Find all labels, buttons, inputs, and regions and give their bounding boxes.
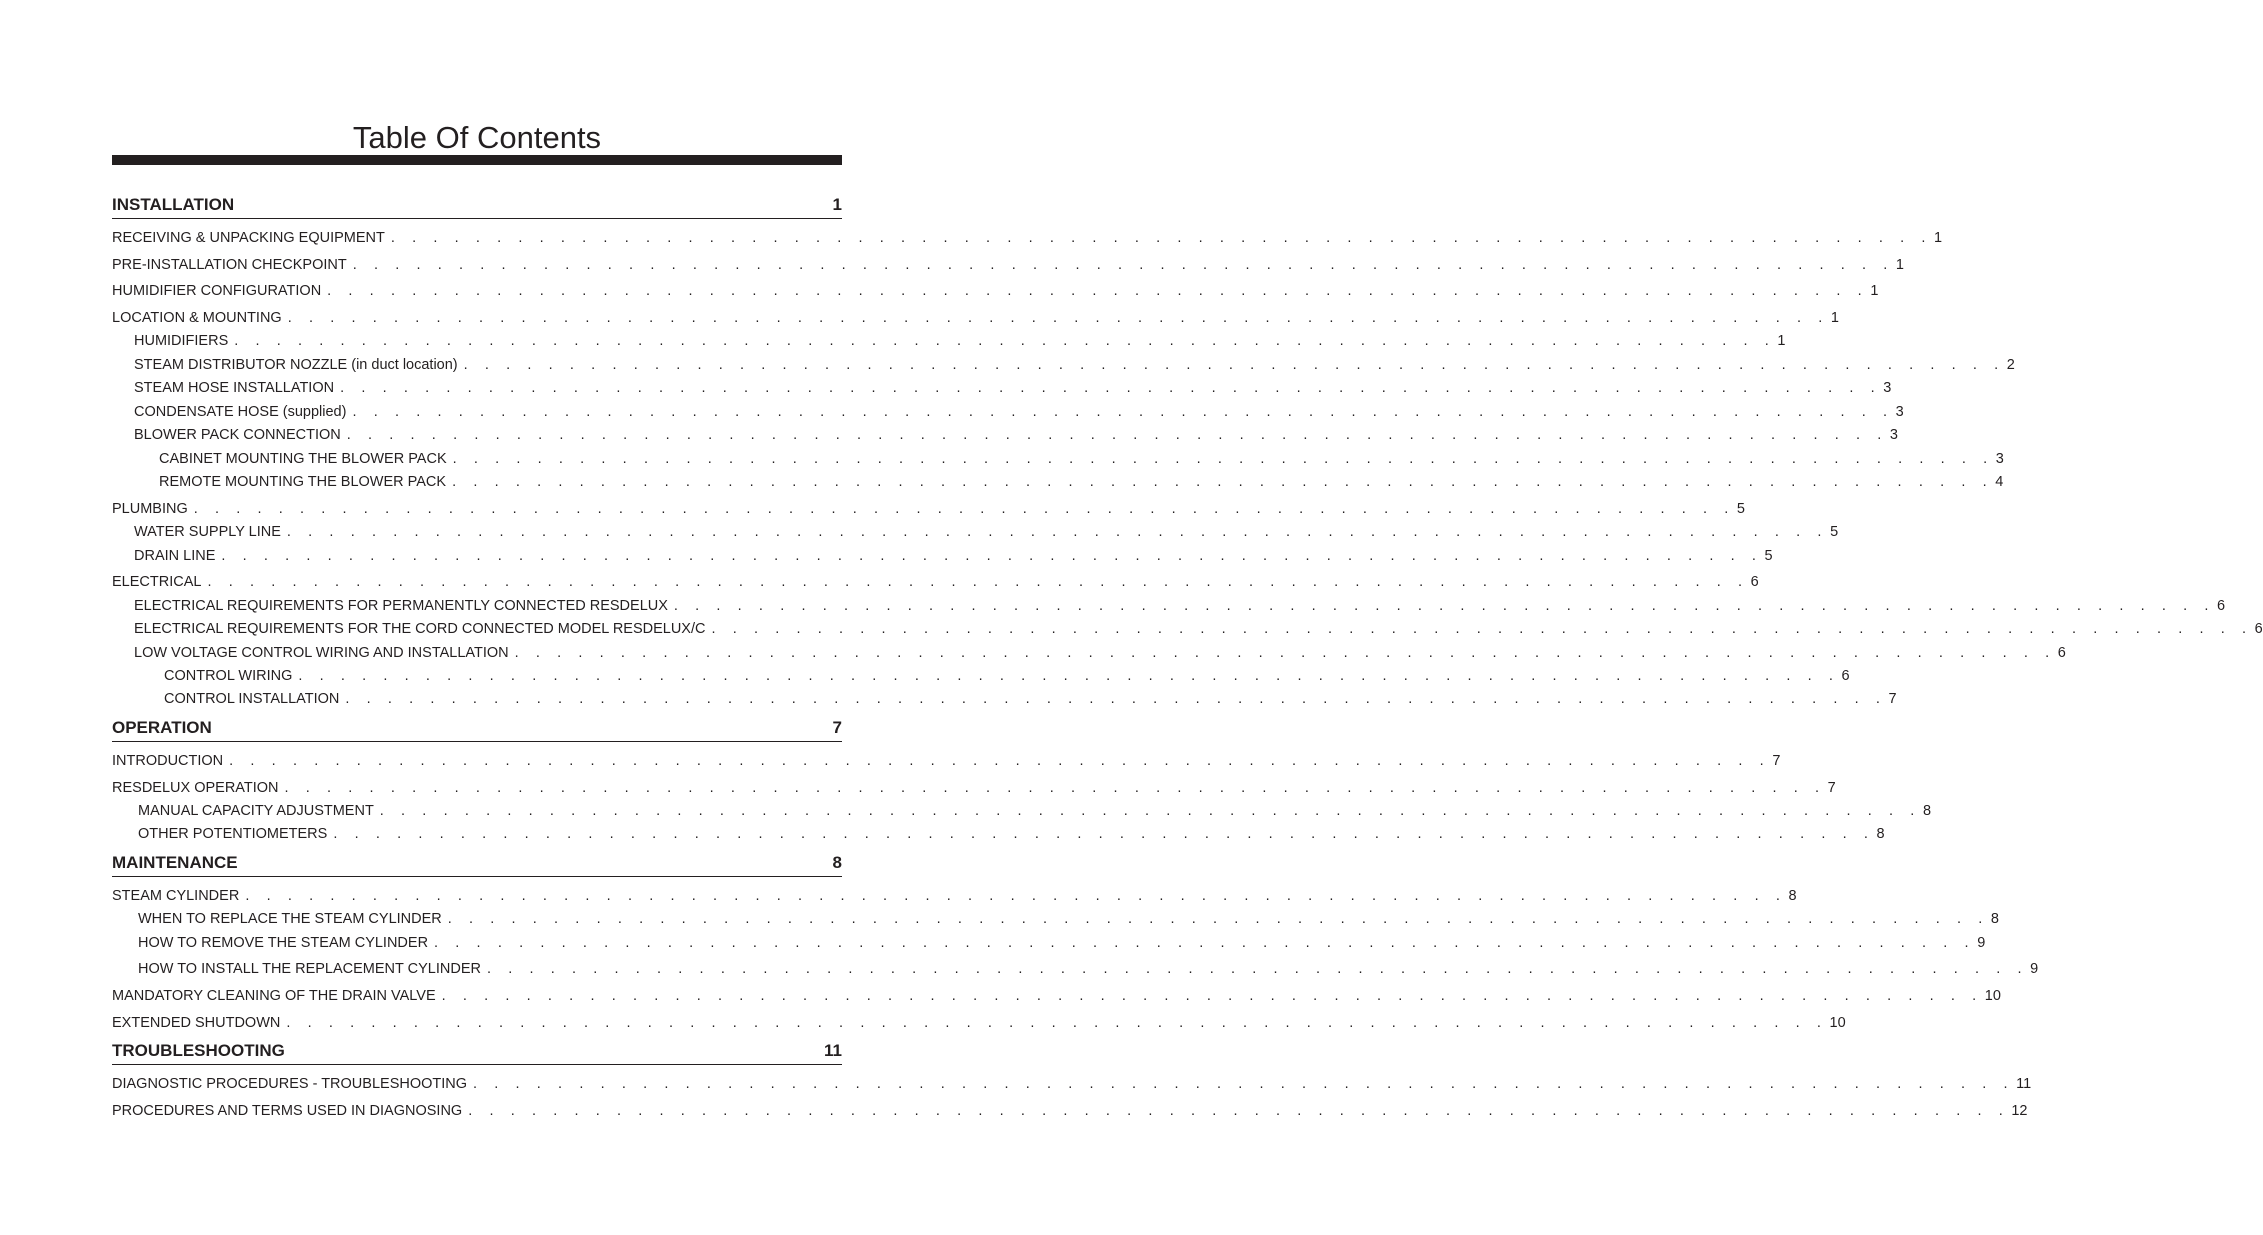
toc-entry-page: 9	[1977, 935, 1986, 951]
toc-entry-label: PRE-INSTALLATION CHECKPOINT	[112, 257, 347, 273]
toc-entry-page: 8	[1788, 888, 1797, 904]
toc-entry[interactable]	[112, 1102, 2028, 1120]
toc-entry-label: WHEN TO REPLACE THE STEAM CYLINDER	[138, 911, 442, 927]
section-troubleshooting[interactable]	[112, 1041, 842, 1065]
section-maintenance[interactable]	[112, 853, 842, 877]
toc-entry[interactable]	[112, 500, 1745, 518]
toc-entry-page: 9	[2030, 961, 2039, 977]
dot-leader: . . . . . . . . . . . . . . . . . . . . . . . . . . . . . . . . . . . . . . . . . . . . . . . . . . . . . . . . . . . . . . . . . . . . . . . . .	[352, 257, 1894, 273]
toc-entry-label: CONDENSATE HOSE (supplied)	[134, 404, 347, 420]
toc-entry[interactable]	[138, 934, 1986, 952]
dot-leader: . . . . . . . . . . . . . . . . . . . . . . . . . . . . . . . . . . . . . . . . . . . . . . . . . . . . . . . . . . . . . . . . . . . . . . . . .	[352, 404, 1894, 420]
toc-entry[interactable]	[138, 825, 1885, 843]
toc-entry-label: PLUMBING	[112, 501, 188, 517]
dot-leader: . . . . . . . . . . . . . . . . . . . . . . . . . . . . . . . . . . . . . . . . . . . . . . . . . . . . . . . . . . . . . . . . . . . . . . . . .	[486, 961, 2029, 977]
toc-entry-page: 7	[1827, 780, 1836, 796]
dot-leader: . . . . . . . . . . . . . . . . . . . . . . . . . . . . . . . . . . . . . . . . . . . . . . . . . . . . . . . . . . . . . . . . . . . . . . . . .	[468, 1103, 2010, 1119]
toc-entry[interactable]	[134, 644, 2066, 662]
toc-entry[interactable]	[112, 1075, 2032, 1093]
toc-entry[interactable]	[138, 960, 2039, 978]
toc-entry-label: LOW VOLTAGE CONTROL WIRING AND INSTALLATION	[134, 645, 509, 661]
dot-leader: . . . . . . . . . . . . . . . . . . . . . . . . . . . . . . . . . . . . . . . . . . . . . . . . . . . . . . . . . . . . . . . . . . . . . . . . .	[298, 668, 1840, 684]
section-label: MAINTENANCE	[112, 853, 238, 872]
toc-entry-page: 10	[1984, 988, 2001, 1004]
toc-entry-label: HUMIDIFIERS	[134, 333, 229, 349]
dot-leader: . . . . . . . . . . . . . . . . . . . . . . . . . . . . . . . . . . . . . . . . . . . . . . . . . . . . . . . . . . . . . . . . . . . . . . . . .	[286, 1015, 1828, 1031]
toc-entry-label: STEAM HOSE INSTALLATION	[134, 380, 335, 396]
toc-entry-page: 6	[1841, 668, 1850, 684]
toc-entry-label: HOW TO INSTALL THE REPLACEMENT CYLINDER	[138, 961, 481, 977]
toc-entry-page: 10	[1829, 1015, 1846, 1031]
toc-entry-page: 3	[1995, 451, 2004, 467]
toc-entry-page: 5	[1764, 548, 1773, 564]
dot-leader: . . . . . . . . . . . . . . . . . . . . . . . . . . . . . . . . . . . . . . . . . . . . . . . . . . . . . . . . . . . . . . . . . . . . . . . . .	[229, 753, 1771, 769]
toc-entry-label: BLOWER PACK CONNECTION	[134, 427, 341, 443]
toc-entry[interactable]	[112, 256, 1904, 274]
toc-entry[interactable]	[138, 802, 1932, 820]
dot-leader: . . . . . . . . . . . . . . . . . . . . . . . . . . . . . . . . . . . . . . . . . . . . . . . . . . . . . . . . . . . . . . . . . . . . . . . . .	[333, 826, 1875, 842]
toc-entry-page: 3	[1883, 380, 1892, 396]
dot-leader: . . . . . . . . . . . . . . . . . . . . . . . . . . . . . . . . . . . . . . . . . . . . . . . . . . . . . . . . . . . . . . . . . . . . . . . . .	[441, 988, 1983, 1004]
toc-entry-page: 6	[2217, 598, 2226, 614]
toc-entry[interactable]	[112, 987, 2001, 1005]
dot-leader: . . . . . . . . . . . . . . . . . . . . . . . . . . . . . . . . . . . . . . . . . . . . . . . . . . . . . . . . . . . . . . . . . . . . . . . . .	[379, 803, 1921, 819]
dot-leader: . . . . . . . . . . . . . . . . . . . . . . . . . . . . . . . . . . . . . . . . . . . . . . . . . . . . . . . . . . . . . . . . . . . . . . . . .	[221, 548, 1763, 564]
dot-leader: . . . . . . . . . . . . . . . . . . . . . . . . . . . . . . . . . . . . . . . . . . . . . . . . . . . . . . . . . . . . . . . . . . . . . . . . .	[346, 427, 1888, 443]
toc-entry-page: 6	[2057, 645, 2066, 661]
toc-entry[interactable]	[159, 450, 2004, 468]
toc-entry[interactable]	[134, 356, 2015, 374]
toc-entry-label: STEAM DISTRIBUTOR NOZZLE (in duct location)	[134, 357, 458, 373]
dot-leader: . . . . . . . . . . . . . . . . . . . . . . . . . . . . . . . . . . . . . . . . . . . . . . . . . . . . . . . . . . . . . . . . . . . . . . . . .	[234, 333, 1776, 349]
toc-entry-label: CABINET MOUNTING THE BLOWER PACK	[159, 451, 447, 467]
toc-entry-page: 11	[2016, 1076, 2032, 1092]
toc-entry[interactable]	[134, 620, 2263, 638]
section-page: 11	[824, 1041, 842, 1060]
toc-entry-label: LOCATION & MOUNTING	[112, 310, 282, 326]
toc-entry[interactable]	[164, 690, 1897, 708]
toc-entry-page: 3	[1889, 427, 1898, 443]
toc-entry-label: STEAM CYLINDER	[112, 888, 240, 904]
section-page: 7	[832, 718, 842, 737]
section-label: INSTALLATION	[112, 195, 235, 214]
toc-entry[interactable]	[134, 403, 1904, 421]
dot-leader: . . . . . . . . . . . . . . . . . . . . . . . . . . . . . . . . . . . . . . . . . . . . . . . . . . . . . . . . . . . . . . . . . . . . . . . . .	[673, 598, 2216, 614]
dot-leader: . . . . . . . . . . . . . . . . . . . . . . . . . . . . . . . . . . . . . . . . . . . . . . . . . . . . . . . . . . . . . . . . . . . . . . . . .	[284, 780, 1826, 796]
toc-entry[interactable]	[134, 332, 1786, 350]
toc-entry-page: 6	[1750, 574, 1759, 590]
toc-entry-page: 5	[1830, 524, 1839, 540]
dot-leader: . . . . . . . . . . . . . . . . . . . . . . . . . . . . . . . . . . . . . . . . . . . . . . . . . . . . . . . . . . . . . . . . . . . . . . . . .	[452, 474, 1994, 490]
dot-leader: . . . . . . . . . . . . . . . . . . . . . . . . . . . . . . . . . . . . . . . . . . . . . . . . . . . . . . . . . . . . . . . . . . . . . . . . .	[327, 283, 1869, 299]
toc-entry[interactable]	[134, 379, 1892, 397]
toc-entry-page: 1	[1870, 283, 1879, 299]
dot-leader: . . . . . . . . . . . . . . . . . . . . . . . . . . . . . . . . . . . . . . . . . . . . . . . . . . . . . . . . . . . . . . . . . . . . . . . . .	[207, 574, 1749, 590]
toc-entry[interactable]	[138, 910, 1999, 928]
toc-entry[interactable]	[112, 779, 1836, 797]
dot-leader: . . . . . . . . . . . . . . . . . . . . . . . . . . . . . . . . . . . . . . . . . . . . . . . . . . . . . . . . . . . . . . . . . . . . . . . . .	[340, 380, 1882, 396]
toc-entry-label: PROCEDURES AND TERMS USED IN DIAGNOSING	[112, 1103, 463, 1119]
title-rule	[112, 155, 842, 165]
dot-leader: . . . . . . . . . . . . . . . . . . . . . . . . . . . . . . . . . . . . . . . . . . . . . . . . . . . . . . . . . . . . . . . . . . . . . . . . .	[447, 911, 1989, 927]
toc-entry-page: 3	[1895, 404, 1904, 420]
toc-entry-label: EXTENDED SHUTDOWN	[112, 1015, 281, 1031]
toc-entry[interactable]	[134, 426, 1898, 444]
dot-leader: . . . . . . . . . . . . . . . . . . . . . . . . . . . . . . . . . . . . . . . . . . . . . . . . . . . . . . . . . . . . . . . . . . . . . . . . .	[473, 1076, 2015, 1092]
page-title: Table Of Contents	[352, 120, 602, 155]
toc-entry-page: 4	[1995, 474, 2004, 490]
toc-entry-label: RECEIVING & UNPACKING EQUIPMENT	[112, 230, 385, 246]
toc-entry-label: DRAIN LINE	[134, 548, 216, 564]
toc-entry-label: HUMIDIFIER CONFIGURATION	[112, 283, 322, 299]
toc-entry-page: 8	[1990, 911, 1999, 927]
section-label: TROUBLESHOOTING	[112, 1041, 285, 1060]
toc-entry[interactable]	[112, 573, 1759, 591]
toc-entry-label: OTHER POTENTIOMETERS	[138, 826, 328, 842]
toc-entry[interactable]	[112, 229, 1943, 247]
toc-entry-page: 5	[1736, 501, 1745, 517]
dot-leader: . . . . . . . . . . . . . . . . . . . . . . . . . . . . . . . . . . . . . . . . . . . . . . . . . . . . . . . . . . . . . . . . . . . . . . . . .	[245, 888, 1787, 904]
toc-entry-label: ELECTRICAL REQUIREMENTS FOR PERMANENTLY CONNECTED RESDELUX	[134, 598, 668, 614]
dot-leader: . . . . . . . . . . . . . . . . . . . . . . . . . . . . . . . . . . . . . . . . . . . . . . . . . . . . . . . . . . . . . . . . . . . . . . . . .	[463, 357, 2005, 373]
toc-entry[interactable]	[112, 1014, 1846, 1032]
toc-entry-page: 12	[2011, 1103, 2028, 1119]
toc-entry-page: 1	[1830, 310, 1839, 326]
toc-entry[interactable]	[112, 309, 1839, 327]
toc-entry-label: ELECTRICAL REQUIREMENTS FOR THE CORD CONNECTED MODEL RESDELUX/C	[134, 621, 706, 637]
toc-entry[interactable]	[134, 597, 2226, 615]
toc-entry-label: DIAGNOSTIC PROCEDURES - TROUBLESHOOTING	[112, 1076, 468, 1092]
section-label: OPERATION	[112, 718, 212, 737]
dot-leader: . . . . . . . . . . . . . . . . . . . . . . . . . . . . . . . . . . . . . . . . . . . . . . . . . . . . . . . . . . . . . . . . . . . . . . . . .	[193, 501, 1735, 517]
toc-entry-page: 6	[2254, 621, 2263, 637]
dot-leader: . . . . . . . . . . . . . . . . . . . . . . . . . . . . . . . . . . . . . . . . . . . . . . . . . . . . . . . . . . . . . . . . . . . . . . . . .	[286, 524, 1829, 540]
toc-entry[interactable]	[134, 523, 1839, 541]
toc-entry-label: MANDATORY CLEANING OF THE DRAIN VALVE	[112, 988, 436, 1004]
dot-leader: . . . . . . . . . . . . . . . . . . . . . . . . . . . . . . . . . . . . . . . . . . . . . . . . . . . . . . . . . . . . . . . . . . . . . . . . .	[287, 310, 1829, 326]
toc-entry[interactable]	[134, 547, 1773, 565]
toc-entry[interactable]	[159, 473, 2004, 491]
toc-entry-page: 1	[1895, 257, 1904, 273]
toc-entry-page: 7	[1888, 691, 1897, 707]
dot-leader: . . . . . . . . . . . . . . . . . . . . . . . . . . . . . . . . . . . . . . . . . . . . . . . . . . . . . . . . . . . . . . . . . . . . . . . . .	[514, 645, 2056, 661]
dot-leader: . . . . . . . . . . . . . . . . . . . . . . . . . . . . . . . . . . . . . . . . . . . . . . . . . . . . . . . . . . . . . . . . . . . . . . . . .	[390, 230, 1932, 246]
toc-entry-label: HOW TO REMOVE THE STEAM CYLINDER	[138, 935, 429, 951]
dot-leader: . . . . . . . . . . . . . . . . . . . . . . . . . . . . . . . . . . . . . . . . . . . . . . . . . . . . . . . . . . . . . . . . . . . . . . . . .	[711, 621, 2253, 637]
dot-leader: . . . . . . . . . . . . . . . . . . . . . . . . . . . . . . . . . . . . . . . . . . . . . . . . . . . . . . . . . . . . . . . . . . . . . . . . .	[452, 451, 1994, 467]
toc-entry-page: 7	[1772, 753, 1781, 769]
toc-entry[interactable]	[112, 887, 1797, 905]
toc-entry-label: CONTROL INSTALLATION	[164, 691, 340, 707]
toc-entry-label: REMOTE MOUNTING THE BLOWER PACK	[159, 474, 447, 490]
section-page: 8	[832, 853, 842, 872]
toc-entry-label: WATER SUPPLY LINE	[134, 524, 281, 540]
dot-leader: . . . . . . . . . . . . . . . . . . . . . . . . . . . . . . . . . . . . . . . . . . . . . . . . . . . . . . . . . . . . . . . . . . . . . . . . .	[434, 935, 1976, 951]
toc-entry[interactable]	[112, 752, 1781, 770]
toc-entry-page: 1	[1934, 230, 1943, 246]
toc-entry-label: ELECTRICAL	[112, 574, 202, 590]
toc-entry-page: 8	[1922, 803, 1932, 819]
toc-entry-page: 8	[1876, 826, 1885, 842]
toc-entry-label: MANUAL CAPACITY ADJUSTMENT	[138, 803, 374, 819]
toc-entry-label: CONTROL WIRING	[164, 668, 293, 684]
toc-entry-label: RESDELUX OPERATION	[112, 780, 279, 796]
section-operation[interactable]	[112, 718, 842, 742]
section-page: 1	[832, 195, 842, 214]
dot-leader: . . . . . . . . . . . . . . . . . . . . . . . . . . . . . . . . . . . . . . . . . . . . . . . . . . . . . . . . . . . . . . . . . . . . . . . . .	[345, 691, 1887, 707]
toc-entry-page: 1	[1777, 333, 1786, 349]
toc-entry[interactable]	[112, 282, 1879, 300]
toc-entry-label: INTRODUCTION	[112, 753, 224, 769]
toc-entry-page: 2	[2006, 357, 2015, 373]
toc-entry[interactable]	[164, 667, 1850, 685]
section-installation[interactable]	[112, 195, 842, 219]
